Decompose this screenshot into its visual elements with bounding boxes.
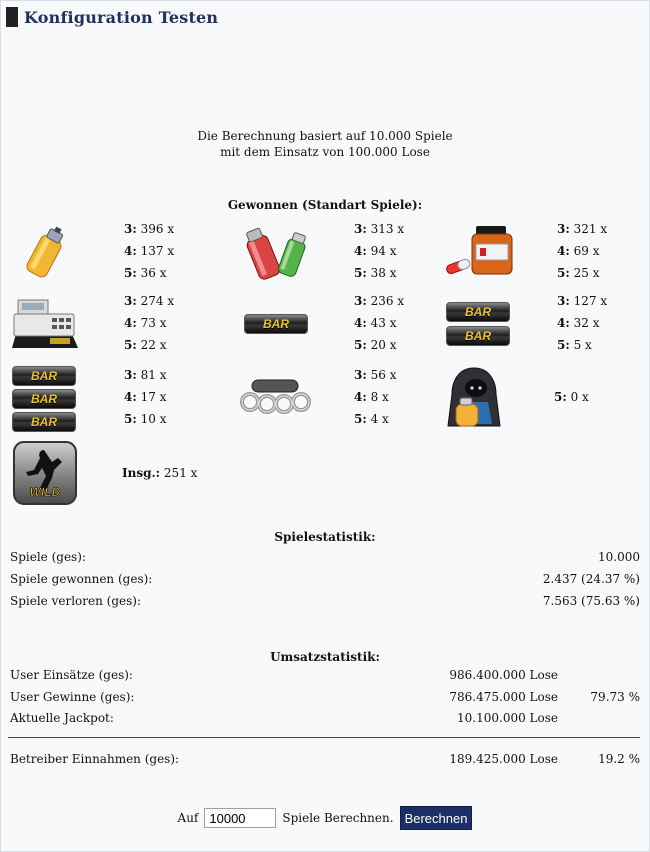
- win-row: Insg.: 251 x: [122, 466, 198, 480]
- win-row: 4: 137 x: [124, 244, 175, 258]
- spray-can-wins: [124, 218, 174, 284]
- stat-value: 786.475.000 Lose: [449, 690, 558, 704]
- cash-register-wins: [124, 290, 174, 356]
- win-row: 4: 8 x: [354, 390, 389, 404]
- win-row: 4: 69 x: [557, 244, 600, 258]
- win-row: 3: 56 x: [354, 368, 397, 382]
- stat-value: 189.425.000 Lose: [449, 752, 558, 766]
- revenue-stats-title: Umsatzstatistik:: [270, 650, 380, 664]
- page-title: [6, 6, 218, 28]
- wild-wins: [122, 462, 197, 484]
- win-row: 3: 313 x: [354, 222, 405, 236]
- stat-label: Betreiber Einnahmen (ges):: [10, 752, 180, 766]
- win-row: 4: 94 x: [354, 244, 397, 258]
- triple-bar-wins: [124, 364, 166, 430]
- calculate-form: [0, 806, 650, 830]
- two-spray-cans-icon: [244, 222, 310, 284]
- calculate-button[interactable]: Berechnen: [400, 806, 473, 830]
- pill-jar-icon: [444, 222, 520, 280]
- win-row: 5: 10 x: [124, 412, 167, 426]
- two-spray-cans-wins: [354, 218, 404, 284]
- win-row: 4: 32 x: [557, 316, 600, 330]
- intro-line-2: mit dem Einsatz von 100.000 Lose: [220, 145, 430, 159]
- win-row: 3: 127 x: [557, 294, 608, 308]
- brass-knuckles-icon: [238, 378, 312, 418]
- stat-value: 10.100.000 Lose: [457, 711, 558, 725]
- win-row: 4: 17 x: [124, 390, 167, 404]
- win-row: 3: 81 x: [124, 368, 167, 382]
- win-row: 3: 396 x: [124, 222, 175, 236]
- win-row: 5: 20 x: [354, 338, 397, 352]
- win-row: 5: 36 x: [124, 266, 167, 280]
- win-row: 4: 43 x: [354, 316, 397, 330]
- cash-register-icon: [10, 294, 80, 354]
- stats-divider: [8, 737, 640, 738]
- hooded-figure-wins: [554, 386, 589, 408]
- double-bar-icon: [446, 302, 510, 346]
- win-row: 3: 321 x: [557, 222, 608, 236]
- stat-label: Spiele verloren (ges):: [10, 594, 142, 608]
- win-row: 3: 274 x: [124, 294, 175, 308]
- pill-jar-wins: [557, 218, 607, 284]
- form-prefix: Auf: [177, 811, 199, 825]
- win-row: 5: 4 x: [354, 412, 389, 426]
- triple-bar-icon: [12, 366, 76, 432]
- wild-icon: [12, 440, 78, 506]
- games-count-input[interactable]: [204, 808, 276, 828]
- stat-value: 986.400.000 Lose: [449, 668, 558, 682]
- stat-label: Spiele (ges):: [10, 550, 86, 564]
- stat-value: 10.000: [598, 550, 640, 564]
- win-row: 5: 0 x: [554, 390, 589, 404]
- win-row: 5: 22 x: [124, 338, 167, 352]
- win-row: 4: 73 x: [124, 316, 167, 330]
- win-row: 5: 38 x: [354, 266, 397, 280]
- bar-plate: BAR: [12, 366, 76, 386]
- wild-label: WILD: [29, 485, 61, 499]
- double-bar-wins: [557, 290, 607, 356]
- form-suffix: Spiele Berechnen.: [282, 811, 394, 825]
- title-marker: [6, 7, 18, 27]
- won-section-title: Gewonnen (Standart Spiele):: [227, 198, 423, 212]
- stat-label: User Einsätze (ges):: [10, 668, 133, 682]
- bar-plate: BAR: [244, 314, 308, 334]
- stat-percent: 79.73 %: [590, 690, 640, 704]
- stat-label: User Gewinne (ges):: [10, 690, 135, 704]
- stat-label: Aktuelle Jackpot:: [10, 711, 114, 725]
- hooded-figure-icon: [444, 366, 504, 432]
- win-row: 3: 236 x: [354, 294, 405, 308]
- stat-value: 7.563 (75.63 %): [542, 594, 640, 608]
- intro-text: [0, 128, 650, 160]
- page-title-text: Konfiguration Testen: [24, 7, 219, 27]
- intro-line-1: Die Berechnung basiert auf 10.000 Spiele: [197, 129, 453, 143]
- bar-plate: BAR: [12, 412, 76, 432]
- stat-value: 2.437 (24.37 %): [542, 572, 640, 586]
- stat-percent: 19.2 %: [598, 752, 640, 766]
- win-row: 5: 25 x: [557, 266, 600, 280]
- game-stats-title: Spielestatistik:: [274, 530, 376, 544]
- win-row: 5: 5 x: [557, 338, 592, 352]
- bar-plate: BAR: [446, 302, 510, 322]
- spray-can-icon: [16, 222, 72, 286]
- stat-label: Spiele gewonnen (ges):: [10, 572, 153, 586]
- bar-plate: BAR: [12, 389, 76, 409]
- bar-plate: BAR: [446, 326, 510, 346]
- single-bar-wins: [354, 290, 404, 356]
- brass-knuckles-wins: [354, 364, 396, 430]
- single-bar-icon: [244, 314, 308, 334]
